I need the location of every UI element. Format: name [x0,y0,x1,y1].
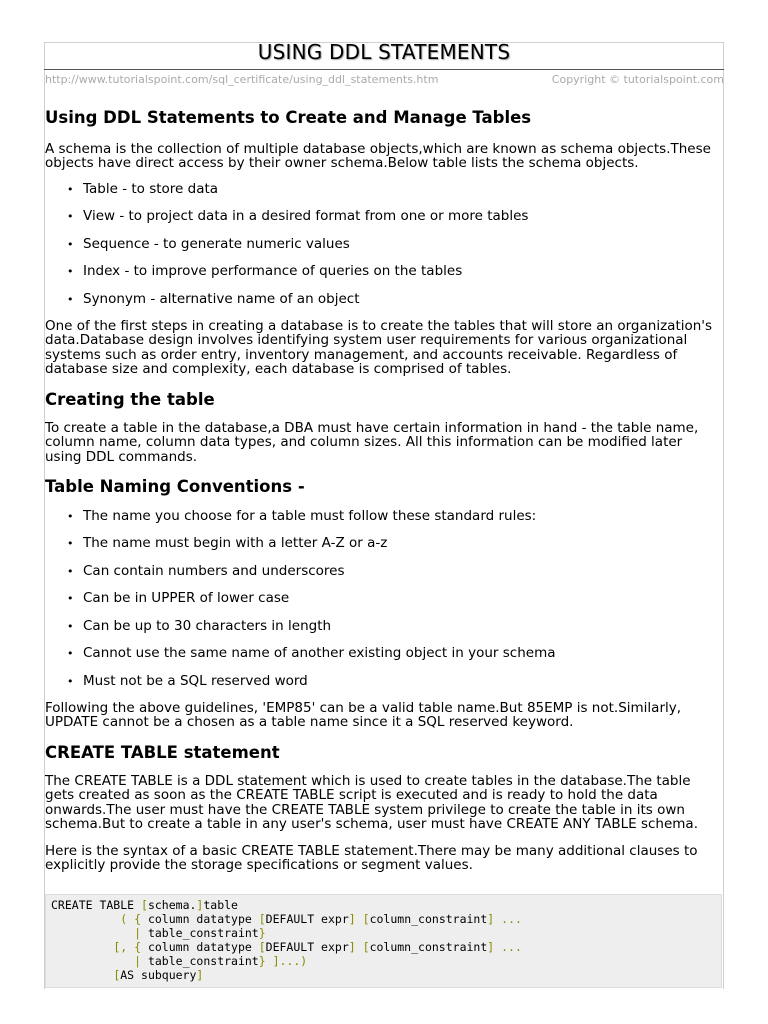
list-item: • View - to project data in a desired format from one or more tables [45,209,723,224]
text-line: A schema is the collection of multiple database objects,which are known as schema objects.These [45,140,711,157]
list-item: • Can be in UPPER of lower case [45,591,723,606]
article-content [45,108,723,873]
create-table-paragraph [45,774,723,832]
source-url[interactable]: http://www.tutorialspoint.com/sql_certificate/using_ddl_statements.htm [45,73,439,86]
code-line: ( { column datatype [DEFAULT expr] [column_constraint] ... [120,912,522,926]
code-line: [AS subquery] [113,968,204,982]
tables-paragraph [45,319,723,377]
section-heading-create-table: CREATE TABLE statement [45,742,280,762]
text-line: database size and complexity, each database is comprised of tables. [45,361,512,378]
text-line: objects have direct access by their owner schema.Below table lists the schema objects. [45,155,639,172]
intro-paragraph [45,142,723,171]
list-item: • Index - to improve performance of queries on the tables [45,264,723,279]
text-line: gets created as soon as the CREATE TABLE script is executed and is ready to hold the data [45,787,658,804]
schema-objects-list [45,182,723,307]
section-heading-naming: Table Naming Conventions - [45,477,305,497]
text-line: systems such as order entry, inventory management, and accounts receivable. Regardless of [45,346,678,363]
text-line: explicitly provide the storage specifications or segment values. [45,857,473,874]
naming-rules-list [45,509,723,689]
code-line: [, { column datatype [DEFAULT expr] [column_constraint] ... [113,940,522,954]
text-line: One of the first steps in creating a database is to create the tables that will store an organization's [45,317,713,334]
text-line: using DDL commands. [45,448,198,465]
section-heading-creating: Creating the table [45,389,215,409]
list-item: • Can be up to 30 characters in length [45,619,723,634]
code-line: | table_constraint} [134,926,266,940]
text-line: Here is the syntax of a basic CREATE TABLE statement.There may be many additional clauses to [45,842,698,859]
text-line: The CREATE TABLE is a DDL statement which is used to create tables in the database.The table [45,772,691,789]
page-title: USING DDL STATEMENTS [257,40,511,64]
creating-paragraph [45,421,723,465]
list-item: • Synonym - alternative name of an object [45,292,723,307]
list-item: • Cannot use the same name of another existing object in your schema [45,646,723,661]
text-line: UPDATE cannot be a chosen as a table name since it a SQL reserved keyword. [45,714,574,731]
code-line: | table_constraint} ]...) [134,954,308,968]
copyright-notice: Copyright © tutorialspoint.com [551,73,724,86]
list-item: • Can contain numbers and underscores [45,564,723,579]
code-block [45,894,722,988]
text-line: column name, column data types, and column sizes. All this information can be modified later [45,434,683,451]
code-line: CREATE TABLE [schema.]table [51,898,238,912]
text-line: onwards.The user must have the CREATE TABLE system privilege to create the table in its own [45,801,685,818]
text-line: data.Database design involves identifying system user requirements for various organizational [45,332,688,349]
naming-example-paragraph [45,701,723,730]
text-line: To create a table in the database,a DBA must have certain information in hand - the table name, [45,419,699,436]
list-item: • The name you choose for a table must follow these standard rules: [45,509,723,524]
title-divider [44,69,724,70]
syntax-intro-paragraph [45,844,723,873]
list-item: • Must not be a SQL reserved word [45,674,723,689]
text-line: Following the above guidelines, 'EMP85' can be a valid table name.But 85EMP is not.Similarly, [45,699,682,716]
list-item: • Sequence - to generate numeric values [45,237,723,252]
list-item: • The name must begin with a letter A-Z or a-z [45,536,723,551]
list-item: • Table - to store data [45,182,723,197]
section-heading-ddl: Using DDL Statements to Create and Manage Tables [45,108,532,127]
text-line: schema.But to create a table in any user's schema, user must have CREATE ANY TABLE schema. [45,816,698,833]
